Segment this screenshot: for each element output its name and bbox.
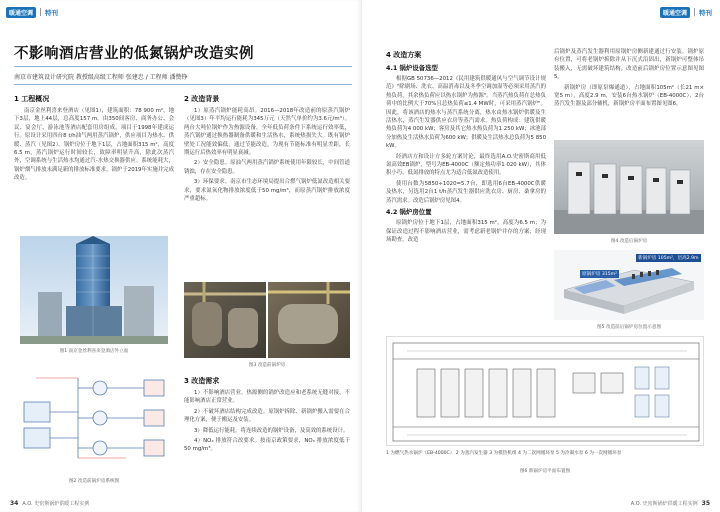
figure-6-caption: 图6 新锅炉房平面布置图	[519, 469, 571, 474]
figure-3-caption: 图3 改造前锅炉房	[248, 363, 286, 368]
figure-5-caption: 图5 改造前后锅炉房位置示意图	[596, 325, 662, 330]
section-2-heading: 2 改造背景	[184, 95, 220, 103]
section-4-1-body-3: 使用台数为5850÷1020=5.7台，即选用6台EB-4000C供暖及热水，另选用2台1 t/h蒸汽发生器供应洗衣房、厨房、桑拿房的蒸汽需求。改造后锅炉房见图4。	[386, 180, 546, 204]
brand-header	[6, 6, 58, 18]
figure-4-new-boiler-photo	[554, 140, 704, 234]
left-column-1	[14, 92, 174, 185]
left-column-2-lower	[184, 374, 350, 456]
figure-2-system-diagram	[16, 358, 172, 476]
right-column-2-body-1: 后锅炉及蒸汽发生器利用原锅炉房侧新建通过行安装。锅炉原有位置，可将老锅炉拆除并从下沉式沿固出，新锅炉可整体吊装搬入，无需破坏建筑结构。改造前后锅炉房位置示意图见图5。	[554, 49, 704, 81]
left-footer-text: A.O. 史密斯锅炉供暖工程实例	[22, 501, 90, 507]
boiler-system-diagram	[16, 358, 172, 476]
right-column-2-body-2: 新锅炉房（即原泵爆通道），占地面积105m²（长21 m×宽5 m），高度2.9 m，安装6台热水锅炉（EB-4000C），2台蒸汽发生器及部分辅机，新锅炉房平面布置图见图6。	[554, 84, 704, 108]
right-page	[362, 0, 720, 512]
new-room-area: 105m²，层高2.9m	[657, 256, 699, 261]
section-1-heading: 1 工程概况	[14, 95, 50, 103]
figure-2-caption: 图2 改造前锅炉房系统图	[68, 479, 120, 484]
old-room-title: 原锅炉房	[582, 272, 601, 277]
old-boiler-photo-1	[184, 282, 266, 358]
figure-5-old-room-label	[580, 270, 619, 278]
figure-1-hotel-photo	[20, 236, 168, 344]
column-name-right: 特刊	[699, 8, 712, 17]
section-4-1-heading: 4.1 锅炉设备选型	[386, 64, 438, 72]
figure-3-photo-left	[184, 282, 266, 358]
section-3-body-3: 3）降低运行能耗。将连续改造的锅炉设备，及高效的系统设计。	[194, 427, 349, 434]
right-column-2	[554, 48, 704, 111]
old-room-area: 315m²	[601, 272, 617, 277]
byline-rule	[14, 84, 352, 85]
article-byline: 南京市建筑设计研究院 教授级高级工程师 张建忠 / 工程师 潘赞铮	[14, 74, 188, 81]
brand-logo-right: 暖通空调	[660, 7, 690, 18]
new-room-title: 新锅炉房	[638, 256, 657, 261]
figure-5-location-schematic	[554, 250, 704, 320]
boiler-room-plan-drawing	[387, 337, 704, 446]
right-footer-text: A.O. 史密斯锅炉供暖工程实例	[630, 501, 698, 507]
left-page-number: 34	[10, 500, 19, 507]
section-1-body: 南京金丝利喜来登酒店（见图1），建筑面积：78 900 m²，地下3层，地上44层，总高度157 m。由350间客房、商务办公、会议、宴会厅、游泳池等酒店配套用房组成。项目于1998年建成运行。原设计采用四台8 t/h油气两用蒸汽锅炉，供应项目为热水、供暖、蒸汽（见图2）。锅炉房位于地下1层，占地面积315 m²，高度6.5 m，蒸汽锅炉运行时间较长，故障率明显升高，除此次蒸汽外，空调系统与生活热水均通过汽-水热交换器供应。系统能耗大，锅炉烟气排放未满足新的排放标准要求，锅炉于2019年实施并完成改造。	[14, 108, 174, 182]
figure-6-legend: 1 为燃气热水锅炉（EB-4000C） 2 为蒸汽发生器 3 为模热机组 4 为二次网循环泵 5 为冷凝水泵 6 为一次网循环泵	[386, 451, 622, 456]
right-page-number: 35	[701, 500, 710, 507]
section-2-body-2: 2）安全隐患。原油气两用蒸汽锅炉系统使用年限较长，中间管道锈蚀，存在安全隐患。	[184, 160, 350, 175]
column-name: 特刊	[45, 8, 59, 17]
figure-4-caption: 图4 改造后锅炉房	[610, 239, 648, 244]
article-title: 不影响酒店营业的低氮锅炉改造实例	[14, 45, 254, 62]
section-2-body-3: 3）环保要求。南京市生态环境局提出合燃气锅炉低氮改造相关要求，要求氮氧化物排放浓度低于50 mg/m³，而原蒸汽锅炉排放浓度严重超标。	[184, 179, 350, 203]
section-4-1-body-2: 经酒店方和设计方多轮方案讨论，最终选用A.O.史密斯商用低氮高效EB锅炉，型号为EB-4000C（额定热功率1 020 kW），其体积小巧，低氮排放的特点尤为适合低氮改造使用。	[386, 153, 546, 177]
right-column-1	[386, 48, 546, 246]
figure-1-caption: 图1 南京金丝利喜来登酒店外立面	[59, 349, 129, 354]
left-footer	[10, 500, 89, 507]
section-4-1-body-1: 根据GB 50736—2012《民用建筑供暖通风与空气调节设计规范》"除剧场、洗衣、高温消毒以及冬季空调加湿等必须采用蒸汽的热负荷，其余热负荷应以热水锅炉为热源"。当蒸汽热负荷在总热负荷中的比例大于70%且总热负荷≤1.4 MW时，可采用蒸汽锅炉"。因此，将该酒店的热水与蒸汽系统分离，热水由热水锅炉供暖及生活热水，蒸汽生发器供应衣房等蒸汽需求。热负荷构成：建筑供暖热负荷为4 000 kW；客房及其它热水热负荷为1 250 kW；冰池部分加热及生活热水负荷为600 kW；供暖及生活热水总负荷为5 850 kW。	[386, 76, 546, 150]
section-3-body-4: 4）NOₓ 排放符合改要求。按南京政策要求，NOₓ 排放浓度低于50 mg/m³。	[184, 438, 350, 453]
old-boiler-photo-2	[268, 282, 350, 358]
left-column-2	[184, 92, 350, 205]
right-footer	[631, 500, 710, 507]
title-rule	[14, 66, 352, 67]
section-2-body-1: 1）原蒸汽锅炉能耗高昂。2016—2018年改造前的原蒸汽锅炉（见图3）年平均运行能耗为345万元（天然气单价约为3.6元/m³）。两台大吨位锅炉作为热源设备，全年低负荷条件下系统运行效率低，蒸汽锅炉通过换热器制备供暖和生活热水，系统热损失大。既有锅炉壁处工况能效偏低，通过节能改造，为现有节能标准有明显差距，长期运行后热效率有明显衰减。	[184, 108, 350, 157]
figure-3-photo-right	[268, 282, 350, 358]
new-boiler-room-illustration	[554, 140, 704, 234]
brand-separator	[40, 8, 41, 16]
brand-logo: 暖通空调	[6, 7, 36, 18]
section-3-heading: 3 改造需求	[184, 377, 220, 385]
section-4-heading: 4 改造方案	[386, 51, 422, 59]
hotel-tower-illustration	[20, 236, 168, 344]
section-3-body-2: 2）不破坏酒店结构完成改造。原锅炉拆除、新锅炉搬入需要在合理化方案，便于搬运及安装。	[184, 408, 350, 424]
section-3-body-1: 1）不影响酒店营业。热源侧的锅炉改造应和老系统无缝对接，不能影响酒店正常营业。	[184, 390, 350, 405]
figure-6-floor-plan	[386, 336, 704, 446]
section-4-2-heading: 4.2 锅炉房位置	[386, 208, 432, 217]
figure-5-new-room-label	[636, 254, 701, 262]
brand-separator-right	[694, 8, 695, 16]
brand-header-right	[660, 6, 712, 18]
section-4-2-body: 原锅炉房位于地下1层，占地面积315 m²，高度为6.5 m；为保证改造过程不影响酒店营业，需考虑新老锅炉并存的方案；经现场勘查，改造	[386, 220, 546, 243]
